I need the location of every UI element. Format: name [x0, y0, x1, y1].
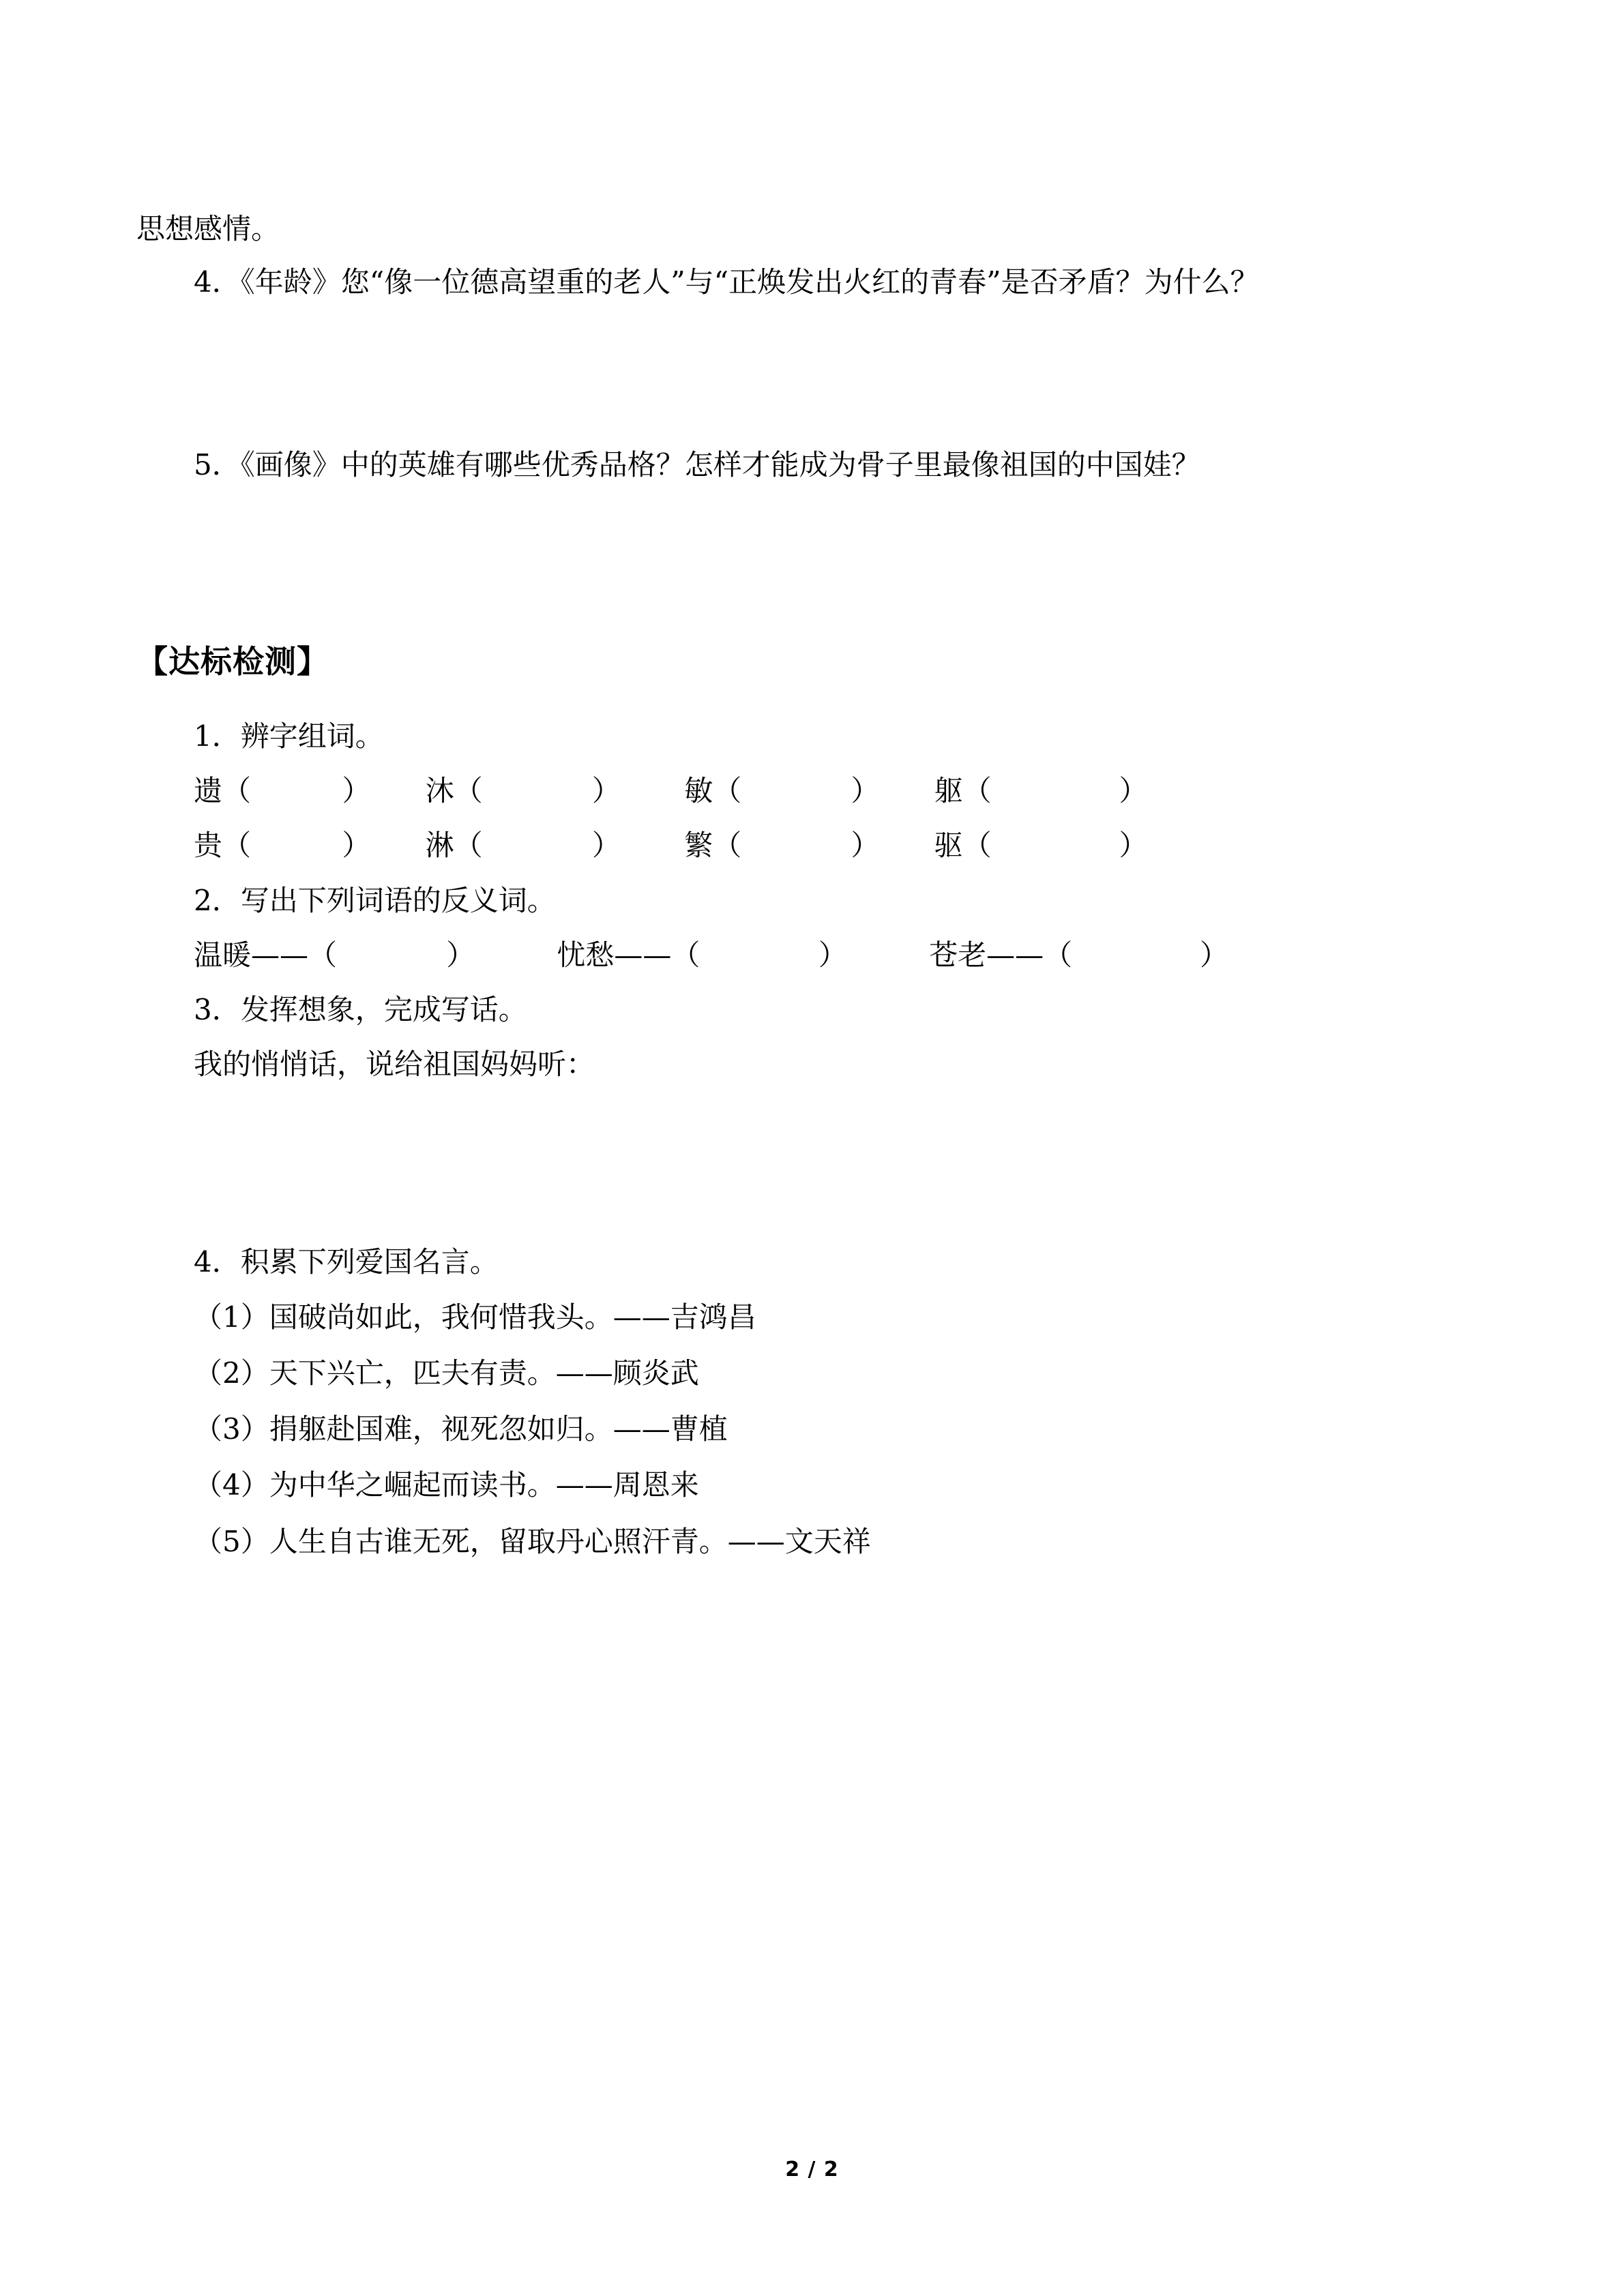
page-number-footer: 2 / 2 [785, 2158, 839, 2181]
document-body [136, 205, 1488, 1566]
answer-space-item-3 [136, 1094, 1488, 1238]
answer-space-question-5 [136, 494, 1488, 576]
item-1-row-2: 贵（ ） 淋（ ） 繁（ ） 驱（ ） [194, 829, 1148, 863]
item-4-number: 4．积累下列爱国名言。 [194, 1245, 499, 1279]
section-title-assessment: 【达标检测】 [136, 642, 329, 680]
item-4-quote-3: （3）捐躯赴国难，视死忽如归。——曹植 [194, 1412, 728, 1446]
item-4-quote-5: （5）人生自古谁无死，留取丹心照汗青。——文天祥 [194, 1524, 871, 1558]
item-4-quote-1: （1）国破尚如此，我何惜我头。——吉鸿昌 [194, 1300, 756, 1334]
item-1-number: 1．辨字组词。 [194, 719, 384, 753]
item-1-row-1: 遗（ ） 沐（ ） 敏（ ） 躯（ ） [194, 774, 1148, 808]
top-text-fragment: 思想感情。 [136, 212, 280, 245]
item-4-quote-2: （2）天下兴亡，匹夫有责。——顾炎武 [194, 1356, 699, 1390]
question-5: 5．《画像》中的英雄有哪些优秀品格？怎样才能成为骨子里最像祖国的中国娃？ [194, 448, 1200, 482]
question-4: 4．《年龄》您“像一位德高望重的老人”与“正焕发出火红的青春”是否矛盾？为什么？ [194, 265, 1259, 299]
item-3-row-1: 我的悄悄话，说给祖国妈妈听： [194, 1047, 595, 1082]
item-3-number: 3．发挥想象，完成写话。 [194, 992, 527, 1026]
item-2-number: 2．写出下列词语的反义词。 [194, 883, 556, 917]
item-4-quote-4: （4）为中华之崛起而读书。——周恩来 [194, 1468, 699, 1502]
item-2-row-1: 温暖——（ ） 忧愁——（ ） 苍老——（ ） [194, 938, 1228, 972]
answer-space-question-4 [136, 311, 1488, 441]
